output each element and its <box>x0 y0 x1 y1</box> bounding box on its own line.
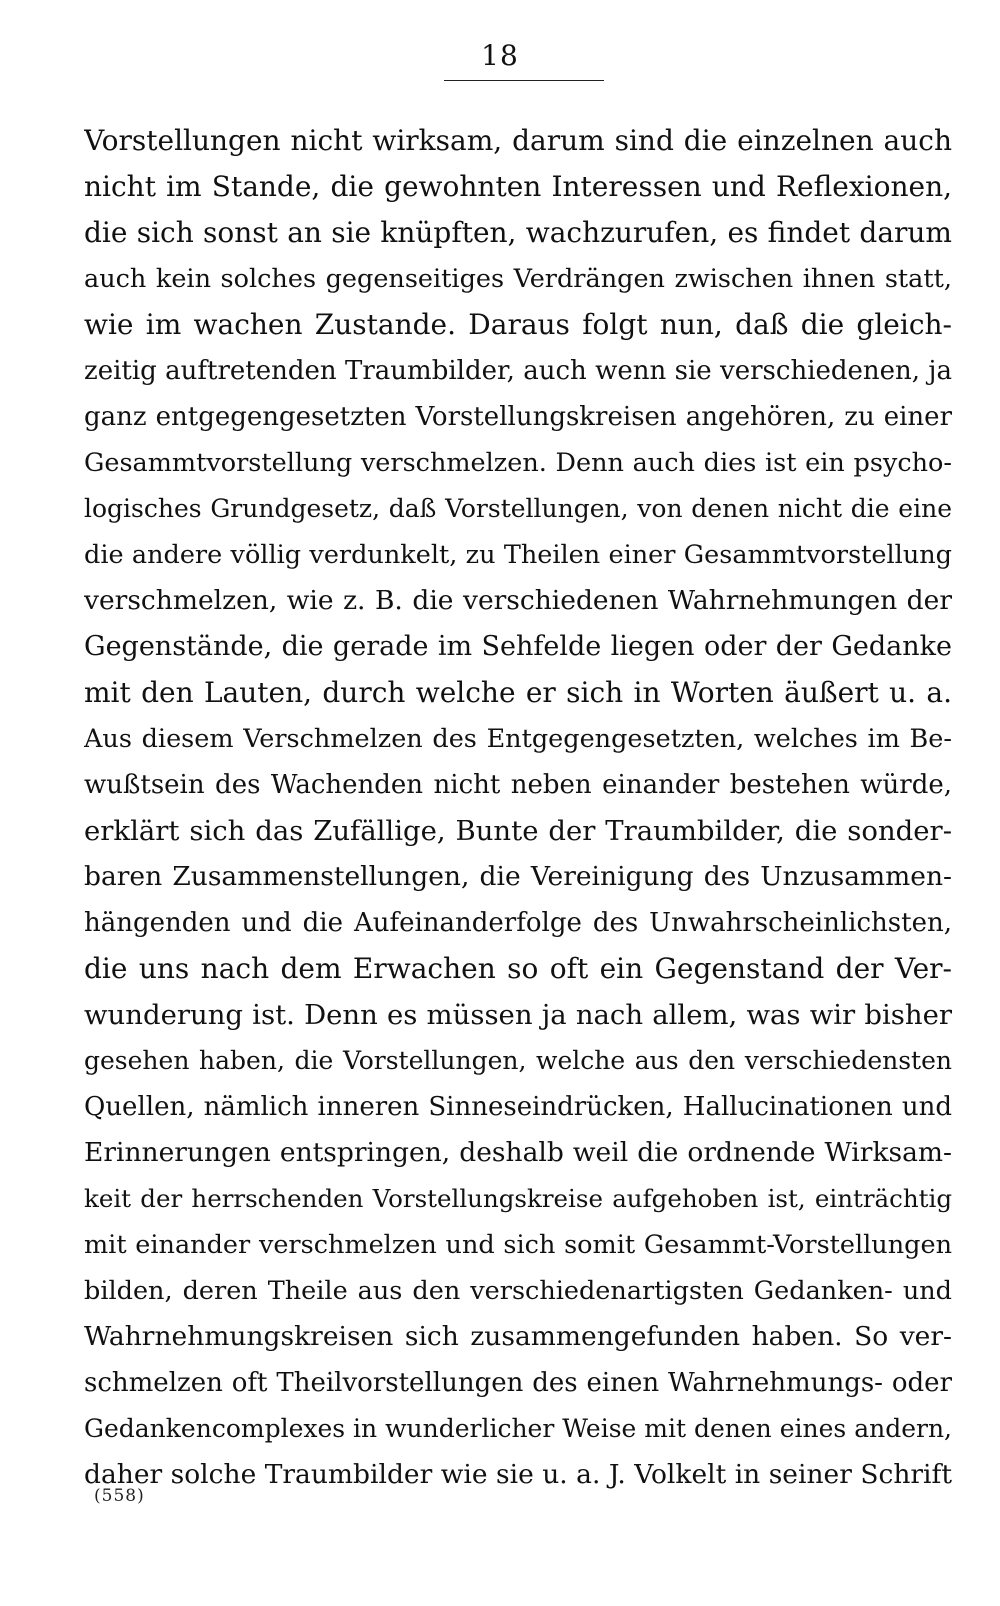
signature-mark: (558) <box>94 1486 145 1506</box>
text-line: verschmelzen, wie z. B. die verschiedenen Wahrnehmungen der <box>84 585 952 616</box>
text-line: die uns nach dem Erwachen so oft ein Gegenstand der Ver- <box>84 952 952 985</box>
text-line: baren Zusammenstellungen, die Vereinigung des Unzusammen- <box>84 861 952 892</box>
text-line: auch kein solches gegenseitiges Verdrängen zwischen ihnen statt, <box>84 264 952 294</box>
text-line: schmelzen oft Theilvorstellungen des einen Wahrnehmungs- oder <box>84 1368 952 1398</box>
text-line: daher solche Traumbilder wie sie u. a. J. Volkelt in seiner Schrift <box>84 1459 952 1490</box>
text-line: erklärt sich das Zufällige, Bunte der Traumbilder, die sonder- <box>84 815 952 847</box>
text-line: Vorstellungen nicht wirksam, darum sind die einzelnen auch <box>84 124 952 157</box>
header-rule <box>444 80 604 81</box>
text-line: mit einander verschmelzen und sich somit Gesammt-Vorstellungen <box>84 1230 952 1260</box>
text-line: zeitig auftretenden Traumbilder, auch wenn sie verschiedenen, ja <box>84 356 952 386</box>
page-number: 18 <box>481 39 519 72</box>
text-line: Aus diesem Verschmelzen des Entgegengesetzten, welches im Be- <box>84 724 952 754</box>
text-line: die sich sonst an sie knüpften, wachzurufen, es findet darum <box>84 216 952 249</box>
text-line: nicht im Stande, die gewohnten Interessen und Reflexionen, <box>84 170 952 203</box>
text-line: Gegenstände, die gerade im Sehfelde liegen oder der Gedanke <box>84 631 952 662</box>
text-line: Gesammtvorstellung verschmelzen. Denn auch dies ist ein psycho- <box>84 448 952 478</box>
text-line: Quellen, nämlich inneren Sinneseindrücken, Hallucinationen und <box>84 1092 952 1122</box>
text-line: Erinnerungen entspringen, deshalb weil die ordnende Wirksam- <box>84 1137 952 1168</box>
text-line: Wahrnehmungskreisen sich zusammengefunden haben. So ver- <box>84 1321 952 1352</box>
text-line: keit der herrschenden Vorstellungskreise aufgehoben ist, einträchtig <box>84 1184 952 1213</box>
body-text <box>84 118 952 1498</box>
text-line: die andere völlig verdunkelt, zu Theilen einer Gesammtvorstellung <box>84 540 952 570</box>
text-line: wußtsein des Wachenden nicht neben einander bestehen würde, <box>84 770 952 800</box>
text-line: mit den Lauten, durch welche er sich in Worten äußert u. a. <box>84 676 952 709</box>
text-line: logisches Grundgesetz, daß Vorstellungen, von denen nicht die eine <box>84 494 952 523</box>
text-line: wunderung ist. Denn es müssen ja nach allem, was wir bisher <box>84 999 952 1031</box>
text-line: Gedankencomplexes in wunderlicher Weise mit denen eines andern, <box>84 1414 952 1443</box>
text-line: bilden, deren Theile aus den verschiedenartigsten Gedanken- und <box>84 1276 952 1306</box>
text-line: hängenden und die Aufeinanderfolge des Unwahrscheinlichsten, <box>84 908 952 938</box>
text-line: wie im wachen Zustande. Daraus folgt nun, daß die gleich- <box>84 308 952 341</box>
text-line: gesehen haben, die Vorstellungen, welche aus den verschiedensten <box>84 1046 952 1075</box>
text-line: ganz entgegengesetzten Vorstellungskreisen angehören, zu einer <box>84 402 952 432</box>
